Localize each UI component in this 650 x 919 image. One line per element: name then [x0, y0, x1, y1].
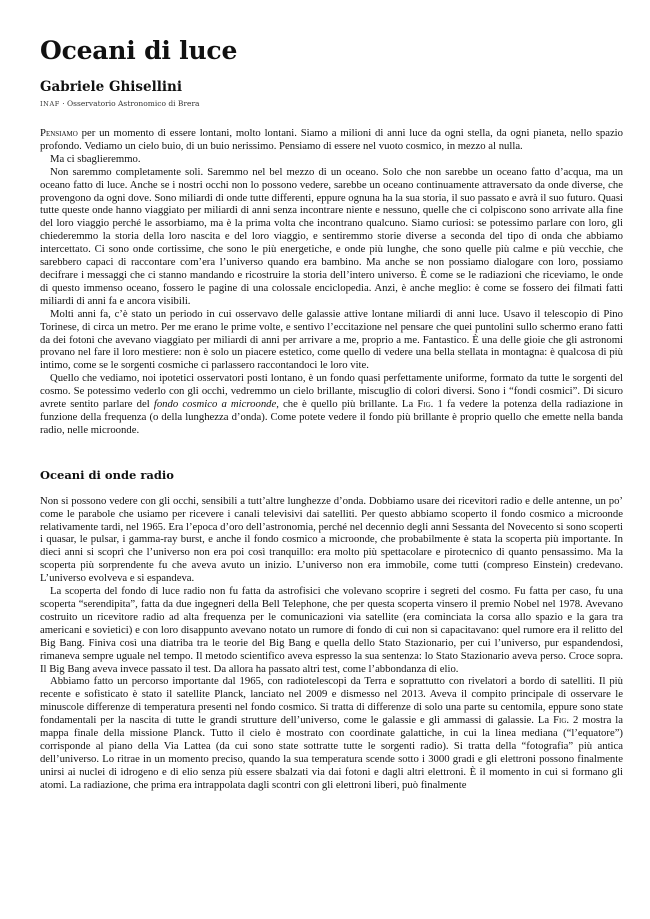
paragraph-text: 2 mostra la mappa finale della missione Planck. Tutto il cielo è mostrato con coordinate galattiche, in cui la linea mediana (“l’equatore”) corrisponde al piano della Via Lattea (da cui sono state sottratte tutte le sorgenti radio). Si tratta della “fotografia” più antica dell’universo. Lo ritrae in un momento preciso, quando la sua temperatura scende sotto i 3000 gradi e gli elettroni possono finalmente unirsi ai nuclei di idrogeno e di elio senza più essere sbalzati via dai fotoni e dagli altri elettroni. È il momento in cui si formano gli atomi. La radiazione, che prima era intrappolata dagli scontri con gli elettroni liberi, può finalmente [40, 714, 623, 791]
affiliation-separator: · [59, 99, 68, 108]
paragraph-text: Abbiamo fatto un percorso importante dal 1965, con radiotelescopi da Terra e soprattutto con rivelatori a bordo di satelliti. Il più recente e sofisticato è stato il satellite Planck, lanciato nel 2009 e dismesso nel 2013. Aveva il compito principale di osservare le minuscole differenze di temperatura presenti nel fondo cosmico. Si tratta di differenze di solo una parte su centomila, eppure sono state fondamentali per la nascita di tutte le grandi strutture dell’universo, come le galassie e gli ammassi di galassie. La [40, 675, 623, 727]
figure-reference[interactable]: Fig. [553, 714, 570, 727]
paragraph: Molti anni fa, c’è stato un periodo in cui osservavo delle galassie attive lontane miliardi di anni luce. Usavo il telescopio di Pino Torinese, di circa un metro. Per me erano le prime volte, e sentivo l’eccitazione nel pensare che quei puntolini sullo schermo erano fatti da dei fotoni che avevano viaggiato per miliardi di anni per arrivare a me, proprio a me. Fantastico. È una delle gioie che gli astronomi provano nel fare il loro mestiere: non è solo un piacere estetico, come quello di vedere una bella stellata in montagna: è qualcosa di più intimo, come se le sorgenti cosmiche ci parlassero raccontandoci le loro vite. [40, 307, 623, 372]
paragraph-text: 1 fa vedere la potenza della radiazione in funzione della frequenza (o della lunghezza d’onda). Come potete vedere il fondo più brillante è proprio quello che emette nella banda radio, nelle microonde. [40, 398, 623, 436]
paragraph: Ma ci sbaglieremmo. [50, 152, 141, 165]
author-name: Gabriele Ghisellini [40, 79, 182, 95]
lead-word: Pensiamo [40, 127, 78, 139]
paragraph: La scoperta del fondo di luce radio non fu fatta da astrofisici che volevano scoprire i segreti del cosmo. Fu fatta per caso, fu una scoperta “serendipita”, fatta da due ingegneri della Bell Telephone, che per questa scoperta vinsero il premio Nobel nel 1978. Avevano costruito un ricevitore radio ad alta frequenza per le comunicazioni via satellite (era cominciata la corsa allo spazio e la gara tra americani e sovietici) e con loro disappunto avevano notato un rumore di fondo di cui non si capacitavano: quel rumore era il relitto del Big Bang. Finiva così una diatriba tra le teorie del Big Bang e quella dello Stato Stazionario, per cui l’universo, pur espandendosi, rimaneva sempre uguale nel tempo. Il metodo scientifico aveva espresso la sua sentenza: lo Stato Stazionario aveva perso. Croce sopra. Il Big Bang aveva invece passato il test. Da allora ha passato altri test, come l’abbondanza di elio. [40, 585, 623, 675]
article-title: Oceani di luce [40, 36, 238, 65]
paragraph: Non saremmo completamente soli. Saremmo nel bel mezzo di un oceano. Solo che non sarebbe un oceano fatto d’acqua, ma un oceano fatto di luce. Anche se i nostri occhi non lo possono vedere, sarebbe un oceano continuamente attraversato da onde diverse, che provengono da ogni dove. Sono miliardi di onde tutte differenti, eppure ognuna ha la sua storia, il suo passato e avrà il suo futuro. Quasi tutte queste onde hanno viaggiato per miliardi di anni senza incontrare niente e nessuno, quelle che ci colpiscono sono arrivate alla fine del loro viaggio perché le assorbiamo, ma è la prima volta che incontrano qualcuno. Siamo curiosi: se potessimo parlare con loro, gli chiederemmo la storia della loro nascita e del loro viaggio, e sentiremmo storie diverse a seconda del tipo di onda che abbiamo intercettato. Ci sono onde cortissime, che sono le più energetiche, e onde più lunghe, che sono quelle più calme e più vecchie, che sarebbero capaci di raccontare com’era l’universo quando era bambino. Ma anche se non possiamo dialogare con loro, possiamo decifrare i messaggi che ci stanno mandando e ricostruire la storia dell’intero universo. È come se le radiazioni che riceviamo, le onde di questo immenso oceano, fossero le pagine di una colossale enciclopedia. Anzi, è anche meglio: è come se fossero dei filmati fatti miliardi di anni fa e ancora visibili. [40, 165, 623, 307]
paragraph: Non si possono vedere con gli occhi, sensibili a tutt’altre lunghezze d’onda. Dobbiamo usare dei ricevitori radio e delle antenne, un po’ come le parabole che usiamo per ricevere i canali televisivi dai satelliti. Per questo abbiamo scoperto il fondo cosmico a microonde relativamente tardi, nel 1965. Era l’epoca d’oro dell’astronomia, perché nel decennio degli anni Sessanta del Novecento si sono scoperti i quasar, le pulsar, i gamma-ray burst, e anche il fondo cosmico a microonde, che probabilmente è stata la scoperta più importante. In dieci anni si scoprì che l’universo non era poi così tranquillo: era molto più spettacolare e pirotecnico di quanto pensassimo. Ma la scoperta più sorprendente fu che aveva avuto un inizio. L’universo non era immobile, come tutti (compreso Einstein) credevano. L’universo evolveva e si espandeva. [40, 494, 623, 585]
paragraph [40, 127, 623, 153]
section-body [40, 495, 623, 792]
paragraph [40, 372, 623, 437]
author-affiliation [40, 98, 623, 110]
paragraph-text: , che è quello più brillante. La [276, 398, 418, 411]
affiliation-place: Osservatorio Astronomico di Brera [67, 99, 200, 108]
intro-body [40, 127, 623, 437]
emphasis-text: fondo cosmico a microonde [153, 398, 277, 411]
figure-reference[interactable]: Fig. [417, 398, 434, 411]
affiliation-org: INAF [40, 100, 60, 108]
paragraph-text: Quello che vediamo, noi ipotetici osservatori posti lontano, è un fondo quasi perfettamente uniforme, formato da tutte le sorgenti del cosmo. Se potessimo vederlo con gli occhi, vedremmo un cielo brillante, miscuglio di colori diversi. Sono i “fondi cosmici”. Di sicuro avrete sentito parlare del [40, 372, 623, 411]
section-heading: Oceani di onde radio [40, 467, 174, 482]
paragraph [40, 675, 623, 791]
paragraph-text: per un momento di essere lontani, molto lontani. Siamo a milioni di anni luce da ogni stella, da ogni pianeta, nello spazio profondo. Vediamo un cielo buio, di un buio nerissimo. Pensiamo di essere nel vuoto cosmico, in mezzo al nulla. [40, 127, 623, 152]
